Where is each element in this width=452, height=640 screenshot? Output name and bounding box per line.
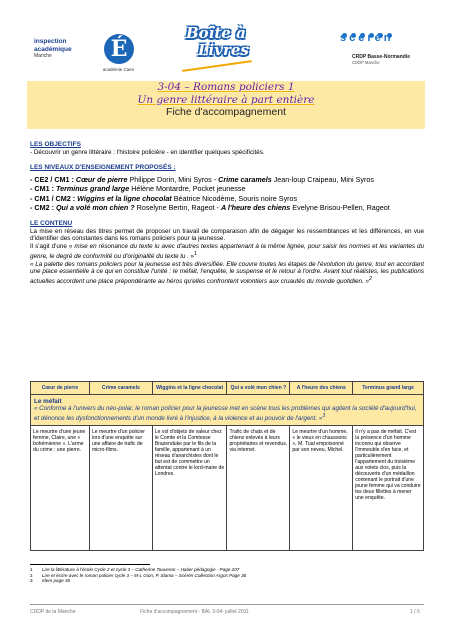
sceren-brand: scérén <box>340 32 394 44</box>
page-number: 1 / 6 <box>410 609 420 615</box>
footnote-ref: 3 <box>322 412 326 419</box>
document-body <box>30 141 424 286</box>
logo-underline <box>182 60 252 72</box>
column-header: Terminus grand large <box>353 382 424 395</box>
footnote: 3 Idem page 36 <box>30 578 71 584</box>
inspection-academique-logo <box>34 34 144 86</box>
niveau-item: - CM1 / CM2 : Wiggins et la ligne chocolat Béatrice Nicodème, Souris noire Syros <box>30 193 298 203</box>
contenu-heading: LE CONTENU <box>30 219 73 227</box>
column-header: Cœur de pierre <box>31 382 90 395</box>
logo-line2: Livres <box>198 41 249 59</box>
column-header: A l'heure des chiens <box>290 382 353 395</box>
sceren-logo <box>340 32 430 78</box>
column-header: Qui a volé mon chien ? <box>227 382 290 395</box>
page-subtitle: Un genre littéraire à part entière <box>137 94 315 106</box>
objectifs-text: - Découvrir un genre littéraire : l'histoire policière - en identifier quelques spécificités. <box>30 148 265 156</box>
footer-left: CDDP de la Manche <box>30 609 76 615</box>
table-cell: Le meurtre d'un homme, « le vieux en chaussons », M. Tual empoisonné par son neveu, Michel. <box>290 426 353 551</box>
table-cell: Le meurtre d'une jeune femme, Claire, une « bohémienne ». L'arme du crime : une pierre. <box>31 426 90 551</box>
comparison-table <box>30 381 424 551</box>
niveau-item: - CE2 / CM1 : Cœur de pierre Philippe Dorin, Mini Syros - Crime caramels Jean-loup Craipeau, Mini Syros <box>30 175 374 185</box>
document-type: Fiche d'accompagnement <box>166 106 286 118</box>
e-letter-icon: É <box>104 34 134 64</box>
page-footer <box>30 604 424 615</box>
footnote-ref: 1 <box>194 250 197 257</box>
page-title: 3-04 – Romans policiers 1 <box>157 81 295 93</box>
logo-subtitle: Manche <box>34 53 52 59</box>
contenu-paragraph-3: « La palette des romans policiers pour la jeunesse est très diversifiée. Elle couvre toutes les étapes de l'évolution du genre, tout en accordant une place essentielle à ce qui en constitue l'unité : le méfait, l'enquête, le suspense et le retour à l'ordre. Avant tout réalistes, les publications actuelles accordent une place prépondérante au héros qu'elles confrontent volontiers aux cruautés du monde quotidien. »$^2$ <box>30 260 424 286</box>
table-row <box>31 426 424 551</box>
table-cell: Trafic de chats et de chiens enlevés à leurs propriétaires et revendus, via internet. <box>227 426 290 551</box>
column-header: Wiggins et la ligne chocolat <box>152 382 227 395</box>
mefait-quote: « Conforme à l'univers du néo-polar, le roman policier pour la jeunesse met en scène tous les problèmes qui agitent la société d'aujourd'hui, et dénonce les dysfonctionnements d'un monde livré à l'injustice, à la violence et au pouvoir de l'argent. »$^3$ <box>34 405 417 422</box>
mefait-section <box>31 395 424 426</box>
niveau-item: - CM2 : Qui a volé mon chien ? Roselyne Bertin, Rageot - A l'heure des chiens Evelyne Brisou-Pellen, Rageot <box>30 202 390 212</box>
column-header: Crime caramels <box>89 382 152 395</box>
table-header-row <box>31 382 424 395</box>
niveaux-list <box>30 175 424 212</box>
logo-title: inspection académique <box>34 38 72 53</box>
table-cell: Le vol d'objets de valeur chez le Comte et la Comtesse Brazenduke par le fils de la famille, appartenant à un réseau d'anarchistes dont le but est de commettre un attentat contre le lord-maire de Londres. <box>152 426 227 551</box>
footer-center: Fiche d'accompagnement - BAL 3-04- juillet 2011 <box>140 609 249 615</box>
footnote-divider <box>30 564 150 565</box>
footnotes <box>30 567 390 584</box>
contenu-paragraph-2: Il s'agit d'une « mise en résonance du texte lu avec d'autres textes appartenant à la même lignée, pour saisir les normes et les variantes du genre, le degré de conformité ou d'originalité du texte lu . »$^1$ <box>30 243 424 260</box>
logo-line1: Boîte à <box>186 24 246 42</box>
niveau-item: - CM1 : Terminus grand large Hélène Montardre, Pocket jeunesse <box>30 184 246 194</box>
table-cell: Le meurtre d'un policier lors d'une enquête sur une affaire de trafic de micro-films. <box>89 426 152 551</box>
contenu-paragraph-1: La mise en réseau des titres permet de proposer un travail de comparaison afin de dégager les ressemblances et les différences, en vue d'identifier des constantes dans les romans policiers pour la jeunesse. <box>30 227 424 243</box>
footnote: 1 Lire la littérature à l'école Cycle 2 et cycle 3 – Catherine Tauveron – Hatier pédagogie - Page 207 <box>30 567 240 572</box>
boite-a-livres-logo <box>182 23 258 79</box>
niveaux-heading: LES NIVEAUX D'ENSEIGNEMENT PROPOSÉS : <box>30 164 176 172</box>
crdp-line: CRDP Basse-Normandie <box>352 54 410 60</box>
title-band <box>27 81 425 129</box>
footnote: 2 Lire et écrire avec le roman policier cycle 3 – M-L Gion, P. Slama – Scérén Collection Argos Page 36 <box>30 572 247 578</box>
footnote-ref: 2 <box>369 275 372 282</box>
cddp-line: CDDP Manche <box>352 60 380 65</box>
table-cell: Il n'y a pas de méfait. C'est la présence d'un homme inconnu qui observe l'immeuble d'en face, et particulièrement l'appartement du troisième aux volets clos, puis la découverte d'un médaillon contenant le portrait d'une jeune femme qui va conduire les deux fillettes à mener une enquête. <box>353 426 424 551</box>
academie-caption: académie Caen <box>102 67 135 72</box>
objectifs-heading: LES OBJECTIFS <box>30 141 81 148</box>
mefait-title: Le méfait <box>34 398 62 405</box>
